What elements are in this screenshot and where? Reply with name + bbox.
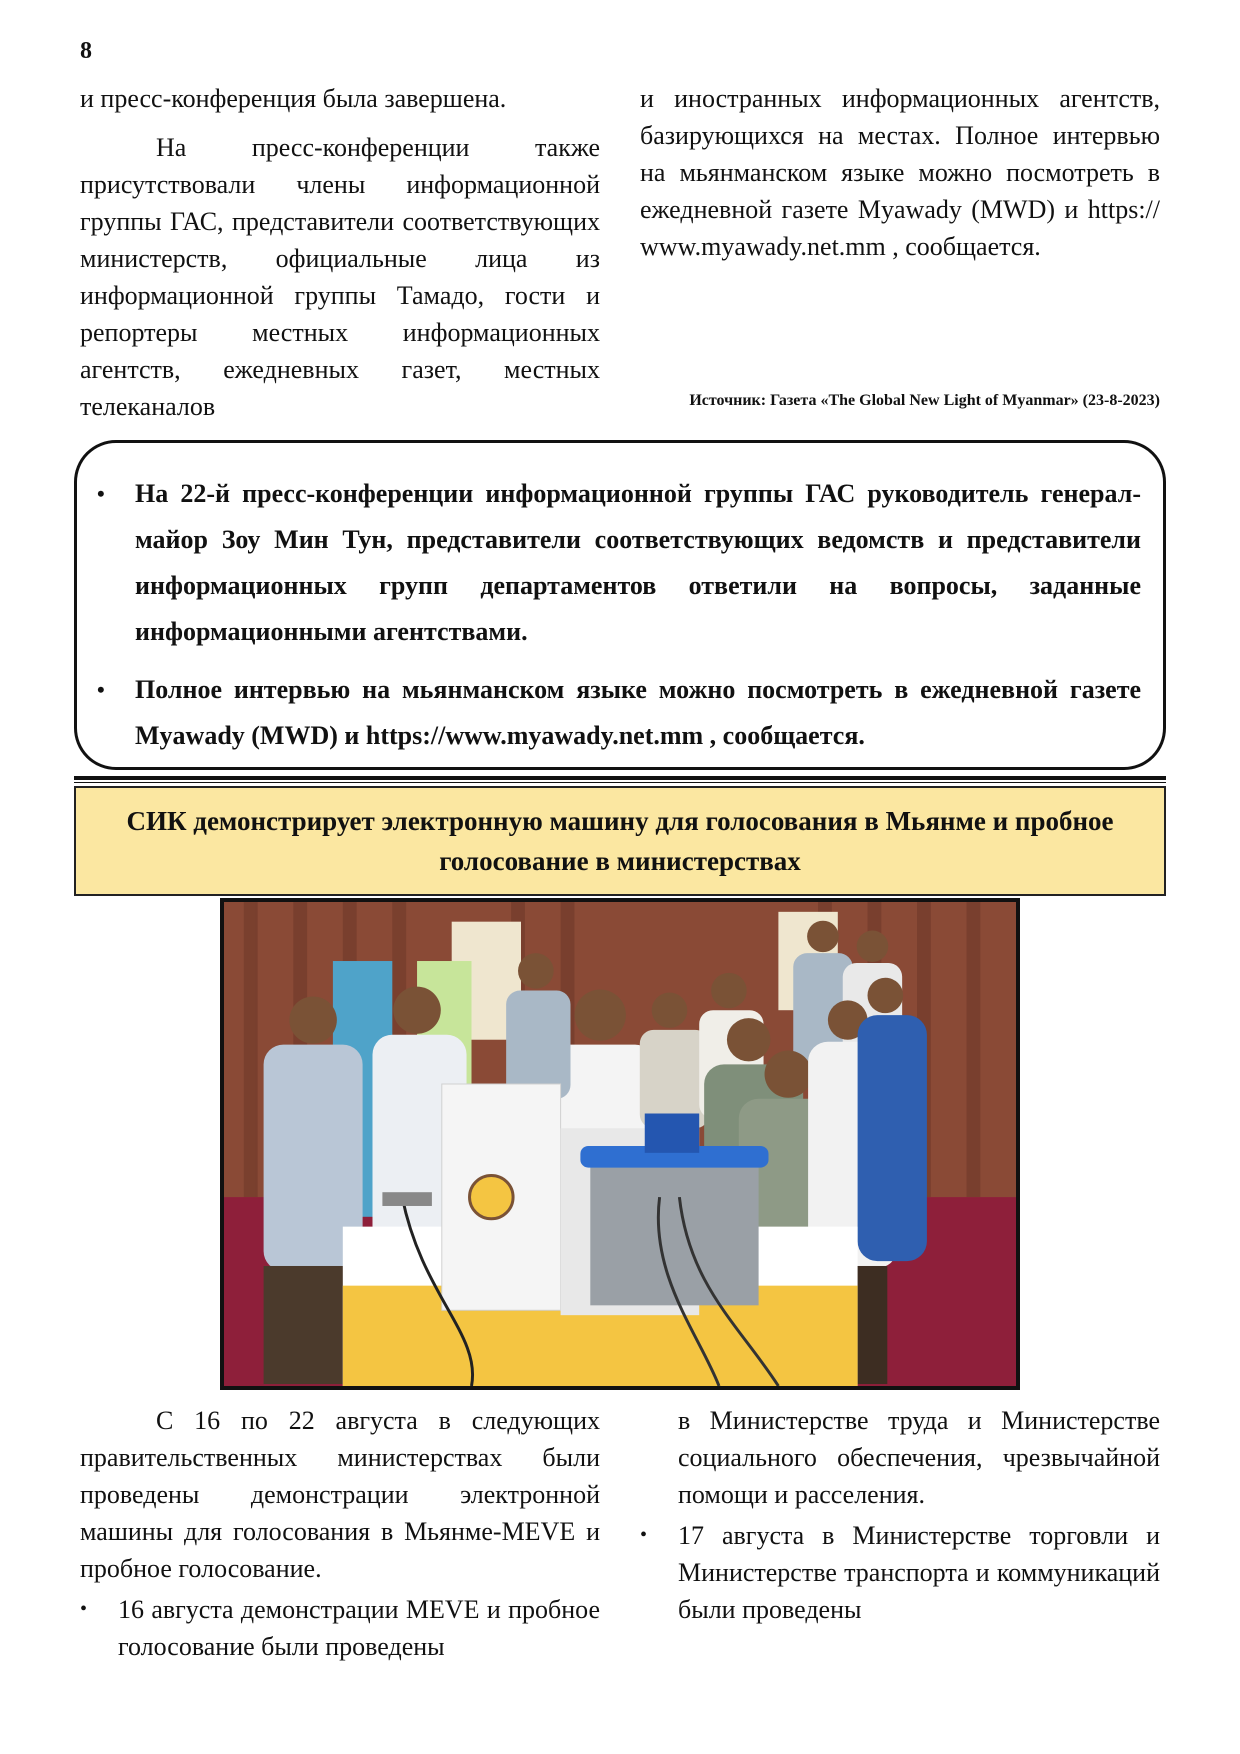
- bottom-left-column: [80, 1402, 600, 1665]
- router-device: [382, 1192, 432, 1206]
- top-right-column: [640, 80, 1160, 277]
- election-commission-logo: [470, 1175, 514, 1218]
- ballot-box: [590, 1158, 758, 1306]
- summary-item-text: Полное интервью на мьянманском языке можно посмотреть в ежедневной газете Myawady (MWD) и https://www.myawady.net.mm , сообщается.: [135, 675, 1141, 750]
- list-item-text: 17 августа в Министерстве торговли и Министерстве транспорта и коммуникаций были проведены: [678, 1521, 1160, 1624]
- paragraph: и иностранных информационных агентств, базирующихся на местах. Полное интервью на мьянманском языке можно посмотреть в ежедневной газете Myawady (MWD) и https:// www.myawady.net.mm , сообщается.: [640, 84, 1160, 261]
- list-item: [640, 1517, 1160, 1628]
- paragraph: и пресс-конференция была завершена.: [80, 84, 507, 113]
- summary-item: [97, 471, 1141, 655]
- list-item: [80, 1591, 600, 1665]
- photo-illustration: [224, 902, 1016, 1386]
- page-number: 8: [80, 38, 92, 64]
- top-left-column: [80, 80, 600, 437]
- bullet-icon: •: [97, 481, 105, 506]
- article-photo: [220, 898, 1020, 1390]
- bullet-icon: •: [80, 1598, 88, 1620]
- voting-machine-unit: [645, 1114, 699, 1153]
- summary-box: [74, 440, 1166, 770]
- headline-text: СИК демонстрирует электронную машину для голосования в Мьянме и пробное голосование в министерствах: [126, 806, 1114, 876]
- paragraph: С 16 по 22 августа в следующих правительственных министерствах были проведены демонстрации электронной машины для голосования в Мьянме-MEVE и пробное голосование.: [80, 1406, 600, 1583]
- list-item-continuation: в Министерстве труда и Министерстве социального обеспечения, чрезвычайной помощи и расселения.: [678, 1406, 1160, 1509]
- article-headline: [74, 786, 1166, 896]
- paragraph: На пресс-конференции также присутствовали члены информационной группы ГАС, представители соответствующих министерств, официальные лица из информационной группы Тамадо, гости и репортеры местных информационных агентств, ежедневных газет, местных телеканалов: [80, 133, 600, 421]
- bullet-icon: •: [640, 1524, 648, 1546]
- summary-item: [97, 667, 1141, 759]
- bottom-right-column: [640, 1402, 1160, 1628]
- divider: [74, 782, 1166, 783]
- summary-item-text: На 22-й пресс-конференции информационной группы ГАС руководитель генерал-майор Зоу Мин Тун, представители соответствующих ведомств и представители информационных групп департаментов ответили на вопросы, заданные информационными агентствами.: [135, 479, 1141, 646]
- source-citation: Источник: Газета «The Global New Light of Myanmar» (23-8-2023): [689, 392, 1160, 409]
- bullet-icon: •: [97, 677, 105, 702]
- list-item-text: 16 августа демонстрации MEVE и пробное голосование были проведены: [118, 1595, 600, 1661]
- divider: [74, 776, 1166, 780]
